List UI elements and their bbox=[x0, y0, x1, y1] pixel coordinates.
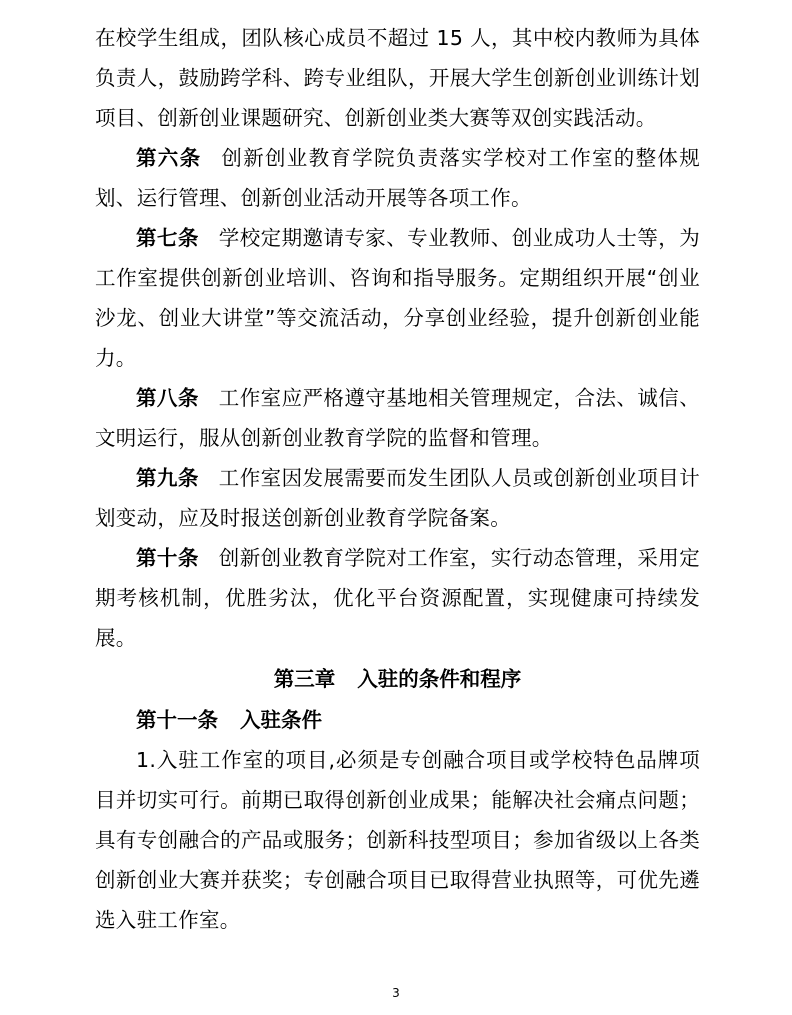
article-text: 工作室因发展需要而发生团队人员或创新创业项目计划变动，应及时报送创新创业教育学院备案。 bbox=[95, 466, 701, 530]
article-label: 第十一条 bbox=[136, 708, 218, 732]
article-11-heading bbox=[95, 700, 700, 740]
article-9 bbox=[95, 458, 700, 538]
article-title: 入驻条件 bbox=[240, 708, 322, 732]
article-10 bbox=[95, 538, 700, 658]
chapter-number: 第三章 bbox=[273, 667, 336, 691]
article-label: 第九条 bbox=[136, 466, 199, 490]
article-label: 第七条 bbox=[136, 226, 199, 250]
article-text: 创新创业教育学院负责落实学校对工作室的整体规划、运行管理、创新创业活动开展等各项工作。 bbox=[95, 146, 700, 210]
article-7 bbox=[95, 218, 700, 378]
article-8 bbox=[95, 378, 700, 458]
article-text: 工作室应严格遵守基地相关管理规定，合法、诚信、文明运行，服从创新创业教育学院的监督和管理。 bbox=[95, 386, 701, 450]
chapter-heading bbox=[95, 658, 700, 700]
article-label: 第八条 bbox=[136, 386, 199, 410]
document-page bbox=[95, 18, 700, 940]
chapter-title: 入驻的条件和程序 bbox=[357, 667, 522, 691]
article-label: 第十条 bbox=[136, 546, 199, 570]
article-label: 第六条 bbox=[136, 146, 202, 170]
article-text: 创新创业教育学院对工作室，实行动态管理，采用定期考核机制，优胜劣汰，优化平台资源配置，实现健康可持续发展。 bbox=[95, 546, 701, 650]
paragraph-text: 在校学生组成，团队核心成员不超过 15 人，其中校内教师为具体负责人，鼓励跨学科、跨专业组队，开展大学生创新创业训练计划项目、创新创业课题研究、创新创业类大赛等双创实践活动。 bbox=[95, 26, 700, 130]
article-text: 学校定期邀请专家、专业教师、创业成功人士等，为工作室提供创新创业培训、咨询和指导服务。定期组织开展“创业沙龙、创业大讲堂”等交流活动，分享创业经验，提升创新创业能力。 bbox=[95, 226, 701, 370]
item-text: 1.入驻工作室的项目,必须是专创融合项目或学校特色品牌项目并切实可行。前期已取得创新创业成果；能解决社会痛点问题；具有专创融合的产品或服务；创新科技型项目；参加省级以上各类创新创业大赛并获奖；专创融合项目已取得营业执照等，可优先遴选入驻工作室。 bbox=[95, 748, 700, 932]
article-11-item-1 bbox=[95, 740, 700, 940]
article-6 bbox=[95, 138, 700, 218]
page-number: 3 bbox=[392, 986, 400, 1000]
paragraph-continuation bbox=[95, 18, 700, 138]
